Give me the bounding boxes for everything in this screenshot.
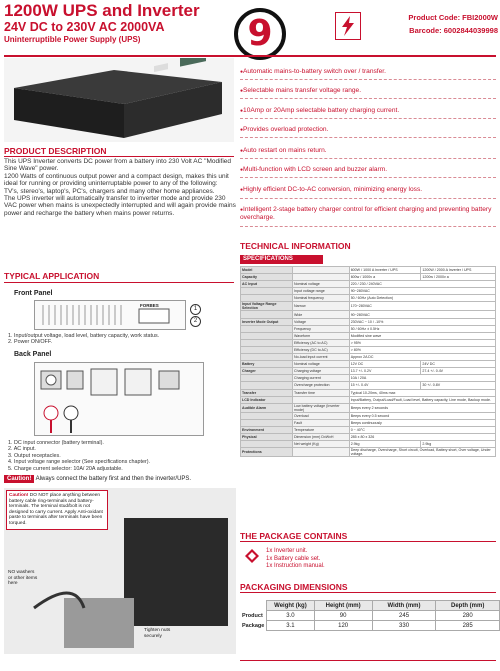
spec-cell: Environment [241,426,293,433]
description-heading: PRODUCT DESCRIPTION [4,146,107,156]
no-washers-note: NO washers or other items here [8,570,38,587]
spec-cell: Beeps every 2 seconds [349,403,495,412]
specifications-label: SPECIFICATIONS [240,255,323,264]
spec-cell: Fault [293,419,350,426]
spec-row [241,318,496,325]
tagline: Uninterruptible Power Supply (UPS) [4,35,141,44]
spec-cell [241,311,293,318]
spec-cell: 0 ~ 40°C [349,426,495,433]
spec-cell [241,339,293,346]
spec-row [241,389,496,396]
feature-item: ● Multi-function with LCD screen and buzzer alarm. [240,166,496,174]
spec-cell: 15 +/- 0.4V [349,382,421,389]
spec-cell: Beeps every 0.5 second [349,412,495,419]
divider [4,156,234,157]
spec-cell: Modified sine wave [349,332,495,339]
spec-cell: Overcharge protection [293,382,350,389]
spec-cell: 90~280VAC [349,311,495,318]
spec-cell: > 80% [349,346,495,353]
spec-row [241,311,496,318]
spec-row [241,281,496,288]
spec-cell: Model [241,267,293,274]
spec-cell [241,441,293,448]
spec-cell: Narrow [293,302,350,311]
divider [240,98,496,99]
spec-cell: Beeps continuously [349,419,495,426]
spec-table [240,266,496,457]
spec-cell: Dimension (mm) DxWxH [293,433,350,440]
spec-cell: 27.4 +/- 0.4V [421,368,496,375]
spec-cell: 30 +/- 0.8V [421,382,496,389]
row-label: Package [242,622,265,629]
spec-row [241,448,496,457]
spec-cell [293,396,350,403]
note-item: 2. AC input. [8,446,36,453]
spec-row [241,361,496,368]
caution2-text: DO NOT place anything between battery cable ring-terminals and battery-terminals. The terminal stud/bolt is not designed to carry current. Apply Anti-oxidant paste to terminals after terminals have been torqued. [9,493,103,526]
divider [240,177,496,178]
spec-cell: 170~280VAC [349,302,495,311]
spec-cell: Efficiency (AC to AC) [293,339,350,346]
spec-row [241,325,496,332]
spec-cell [241,332,293,339]
spec-cell [293,274,350,281]
caution2-title: Caution! [9,493,29,498]
caution-text: Always connect the battery first and then the inverter/UPS. [35,476,192,482]
spec-row [241,302,496,311]
spec-cell: 1200W / 2000 A Inverter / UPS [421,267,496,274]
barcode: Barcode: 6002844039998 [409,26,498,35]
spec-cell: Transfer time [293,389,350,396]
product-description [4,158,236,217]
spec-cell: 90~280VAC [349,288,495,295]
spec-cell [293,448,350,457]
spec-cell: 220 / 230 / 240VAC [349,281,495,288]
spec-cell: Wide [293,311,350,318]
column-header: Depth (mm) [436,601,500,611]
spec-cell: 13.7 +/- 0.2V [349,368,421,375]
divider [4,282,234,283]
spec-row [241,433,496,440]
table-cell: 120 [314,621,372,631]
subtitle: 24V DC to 230V AC 2000VA [4,20,165,34]
spec-cell [241,354,293,361]
divider [240,118,496,119]
product-photo [4,58,234,142]
table-cell: 280 [436,611,500,621]
description-p2: 1200 Watts of continuous output power and a compact design, makes this unit ideal for running or providing uninterruptable power to any of the following: [4,172,229,188]
spec-cell: Inverter Mode Output [241,318,293,325]
spec-cell: Typical 10-20ms, 40ms max [349,389,495,396]
technical-heading: TECHNICAL INFORMATION [240,241,351,251]
package-item: 1x Battery cable set. [266,555,321,562]
spec-cell [241,325,293,332]
spec-row [241,332,496,339]
spec-cell: Efficiency (DC to AC) [293,346,350,353]
spec-cell: 24V DC [421,361,496,368]
spec-cell: Battery [241,361,293,368]
spec-cell: Waveform [293,332,350,339]
spec-cell: Protections [241,448,293,457]
column-header: Width (mm) [372,601,436,611]
table-cell: 330 [372,621,436,631]
package-heading: THE PACKAGE CONTAINS [240,531,348,541]
spec-row [241,274,496,281]
spec-cell: Deep discharge, Overcharge, Short circuit, Overload, Battery short, Over voltage, Under voltage. [349,448,495,457]
row-label: Product [242,612,263,619]
spec-row [241,354,496,361]
spec-cell [241,382,293,389]
dimensions-table-wrapper [240,600,500,631]
front-panel-notes [8,333,236,346]
caution-label: Caution! [4,475,34,483]
feature-item: ● Intelligent 2-stage battery charger control for efficient charging and preventing battery overcharge. [240,206,496,222]
callout-2: 2 [190,316,201,327]
spec-cell [293,267,350,274]
note-item: 4. Input voltage range selector (See specifications chapter). [8,459,151,466]
note-item: 1. DC input connector (battery terminal). [8,440,104,446]
back-panel-label: Back Panel [14,351,52,358]
footer-divider [240,660,496,661]
spec-row [241,375,496,382]
spec-row [241,346,496,353]
spec-cell: LCD Indicator [241,396,293,403]
column-header: Height (mm) [314,601,372,611]
spec-cell: > 95% [349,339,495,346]
spec-cell: 2.9kg [421,441,496,448]
battery-illustration [4,488,236,654]
spec-cell: 50 / 60Hz (Auto Detection) [349,295,495,302]
dimensions-table [240,600,500,631]
feature-item: ● 10Amp or 20Amp selectable battery charging current. [240,107,496,115]
spec-cell: Overload [293,412,350,419]
table-row [240,621,500,631]
spec-cell: Input Voltage Range Selection [241,302,293,311]
spec-cell: Physical [241,433,293,440]
spec-cell: Input/Battery, Output/Load/Fault, Load level, Battery capacity, Line mode, Backup mode. [349,396,495,403]
spec-cell: Input voltage range [293,288,350,295]
spec-cell: 50 / 60Hz ± 0.5Hz [349,325,495,332]
spec-cell: Charging voltage [293,368,350,375]
spec-cell: 285 x 80 x 326 [349,433,495,440]
spec-row [241,339,496,346]
spec-table-wrapper [240,266,496,457]
spec-row [241,419,496,426]
title: 1200W UPS and Inverter [4,1,200,20]
spec-cell [241,295,293,302]
spec-row [241,441,496,448]
spec-cell: Nominal frequency [293,295,350,302]
typical-heading: TYPICAL APPLICATION [4,271,100,281]
description-p4: The UPS inverter will automatically transfer to inverter mode and provide 230 VAC power when mains is unexpectedly interrupted and will again provide mains power and recharge the battery when mains power returns. [4,195,236,217]
package-item: 1x Instruction manual. [266,563,325,569]
spec-cell: Nominal voltage [293,281,350,288]
spec-cell: 600w / 1000v a [349,274,421,281]
badge-number: 9 [234,8,286,60]
product-code: Product Code: FBI2000W [408,13,498,22]
spec-cell: 12V DC [349,361,421,368]
divider [240,592,496,593]
spec-row [241,288,496,295]
spec-cell: Net weight (Kg) [293,441,350,448]
note-item: 2. Power ON/OFF. [8,339,53,346]
spec-cell: Nominal voltage [293,361,350,368]
spec-row [241,403,496,412]
description-p1: This UPS Inverter converts DC power from a battery into 230 Volt AC "Modified Sine Wave" power. [4,158,232,173]
back-panel-diagram [34,362,204,436]
spec-cell: 10A / 20A [349,375,495,382]
spec-cell: 600W / 1000 A Inverter / UPS [349,267,421,274]
header-divider [4,55,496,57]
spec-cell: Temperature [293,426,350,433]
description-p3: TV's, stereo's, laptop's, PC's, chargers and many other home appliances. [4,187,215,195]
divider [240,137,496,138]
spec-cell: Low battery voltage (Inverter mode) [293,403,350,412]
spec-cell [241,419,293,426]
device-brand: FORBES [140,303,159,308]
column-header: Weight (kg) [267,601,314,611]
spec-cell: Charging current [293,375,350,382]
feature-item: ● Selectable mains transfer voltage range. [240,87,496,95]
spec-cell: Charger [241,368,293,375]
spec-row [241,368,496,375]
divider [240,226,496,227]
spec-cell: 230VAC ~ 10 / -10% [349,318,495,325]
spec-row [241,267,496,274]
feature-item: ● Highly efficient DC-to-AC conversion, minimizing energy loss. [240,186,496,194]
caution-box [6,490,108,530]
spec-cell [241,412,293,419]
table-cell: 285 [436,621,500,631]
feature-item: ● Automatic mains-to-battery switch over / transfer. [240,68,496,76]
spec-row [241,382,496,389]
spec-cell: 1200w / 2000v a [421,274,496,281]
dimensions-heading: PACKAGING DIMENSIONS [240,582,348,592]
package-icon [244,548,260,564]
divider [240,198,496,199]
table-row [240,611,500,621]
divider [240,541,496,542]
divider [240,158,496,159]
spec-cell: No-load input current [293,354,350,361]
front-panel-label: Front Panel [14,290,53,297]
divider [240,79,496,80]
spec-cell [241,346,293,353]
spec-cell: Capacity [241,274,293,281]
lightning-logo-icon [335,12,361,40]
note-item: 3. Output receptacles. [8,452,61,459]
table-cell: 3.1 [267,621,314,631]
feature-item: ● Auto restart on mains return. [240,147,496,155]
note-item: 5. Charge current selector: 10A/ 20A adjustable. [8,465,123,472]
spec-cell [241,375,293,382]
spec-cell: Approx 2A DC [349,354,495,361]
spec-cell: 2.9kg [349,441,421,448]
front-panel-diagram [34,300,186,330]
spec-cell [241,288,293,295]
spec-cell: AC Input [241,281,293,288]
spec-row [241,295,496,302]
table-cell: 3.0 [267,611,314,621]
spec-row [241,426,496,433]
package-list [266,548,325,571]
back-panel-notes [8,440,238,472]
caution-note [4,476,191,482]
spec-row [241,412,496,419]
table-cell: 245 [372,611,436,621]
spec-cell: Frequency [293,325,350,332]
spec-cell: Transfer [241,389,293,396]
spec-cell: Audible Alarm [241,403,293,412]
note-item: 1. Input/output voltage, load level, battery capacity, work status. [8,333,160,339]
tighten-note: Tighten nuts securely [144,628,171,639]
table-cell: 90 [314,611,372,621]
spec-cell: Voltage [293,318,350,325]
feature-item: ● Provides overload protection. [240,126,496,134]
callout-1: 1 [190,304,201,315]
spec-row [241,396,496,403]
package-item: 1x Inverter unit. [266,548,308,554]
